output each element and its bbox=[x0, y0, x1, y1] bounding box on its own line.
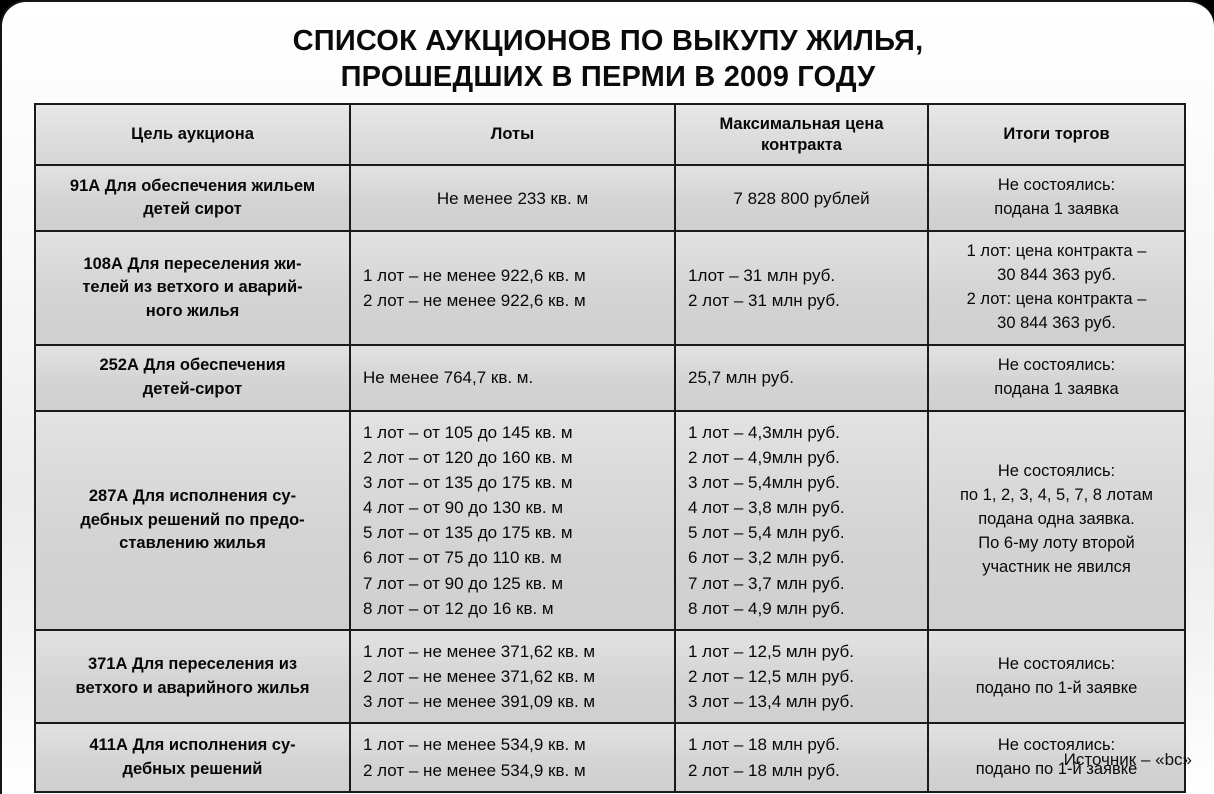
cell-results-line: Не состоялись: bbox=[997, 355, 1116, 374]
cell-max-price bbox=[675, 723, 928, 791]
table-body bbox=[35, 165, 1185, 791]
cell-lots bbox=[350, 411, 675, 630]
cell-results-line: подана 1 заявка bbox=[994, 379, 1119, 398]
cell-results-line: 30 844 363 руб. bbox=[997, 266, 1116, 285]
cell-results-line: участник не явился bbox=[982, 558, 1131, 577]
cell-results-line: подано по 1-й заявке bbox=[975, 759, 1138, 778]
cell-max-price-line: 3 лот – 5,4млн руб. bbox=[688, 472, 840, 492]
page-title-line-2: ПРОШЕДШИХ В ПЕРМИ В 2009 ГОДУ bbox=[340, 60, 876, 93]
column-header-results: Итоги торгов bbox=[928, 104, 1185, 165]
cell-max-price-line: 1лот – 31 млн руб. bbox=[688, 265, 836, 285]
column-header-max-price: Максимальная цена контракта bbox=[675, 104, 928, 165]
cell-results bbox=[928, 411, 1185, 630]
auctions-table-container bbox=[34, 103, 1184, 793]
cell-results-line: подано по 1-й заявке bbox=[975, 678, 1138, 697]
cell-purpose bbox=[35, 231, 350, 345]
cell-lots-line: 5 лот – от 135 до 175 кв. м bbox=[363, 523, 573, 543]
cell-purpose bbox=[35, 723, 350, 791]
cell-lots bbox=[350, 231, 675, 345]
cell-results-line: 30 844 363 руб. bbox=[997, 313, 1116, 332]
cell-results-line: по 1, 2, 3, 4, 5, 7, 8 лотам bbox=[959, 486, 1154, 505]
cell-results-line: Не состоялись: bbox=[997, 176, 1116, 195]
cell-results-line: подана 1 заявка bbox=[994, 200, 1119, 219]
source-note: Источник – «bc» bbox=[1063, 750, 1192, 769]
cell-max-price-line: 1 лот – 4,3млн руб. bbox=[688, 422, 840, 442]
cell-lots bbox=[350, 723, 675, 791]
cell-results-line: Не состоялись: bbox=[997, 735, 1116, 754]
cell-max-price-line: 25,7 млн руб. bbox=[688, 368, 794, 388]
cell-results-line: подана одна заявка. bbox=[978, 510, 1135, 529]
cell-results-line: 2 лот: цена контракта – bbox=[966, 289, 1147, 308]
cell-results bbox=[928, 231, 1185, 345]
column-header-purpose: Цель аукциона bbox=[35, 104, 350, 165]
cell-purpose-line: 91А Для обеспечения жильем bbox=[69, 176, 316, 195]
cell-max-price-line: 1 лот – 12,5 млн руб. bbox=[688, 641, 854, 661]
cell-lots-line: Не менее 764,7 кв. м. bbox=[363, 368, 534, 388]
cell-lots-line: 8 лот – от 12 до 16 кв. м bbox=[363, 598, 554, 618]
auctions-table bbox=[34, 103, 1186, 793]
cell-purpose-line: 371А Для переселения из bbox=[87, 655, 298, 674]
cell-max-price-line: 2 лот – 12,5 млн руб. bbox=[688, 667, 854, 687]
page-title-line-1: СПИСОК АУКЦИОНОВ ПО ВЫКУПУ ЖИЛЬЯ, bbox=[292, 25, 924, 57]
cell-max-price-line: 8 лот – 4,9 млн руб. bbox=[688, 598, 845, 618]
table-header-row bbox=[35, 104, 1185, 165]
cell-lots-line: 4 лот – от 90 до 130 кв. м bbox=[363, 498, 564, 518]
cell-max-price bbox=[675, 231, 928, 345]
cell-purpose bbox=[35, 411, 350, 630]
cell-max-price-line: 2 лот – 4,9млн руб. bbox=[688, 447, 840, 467]
cell-max-price-line: 1 лот – 18 млн руб. bbox=[688, 735, 840, 755]
cell-max-price-line: 2 лот – 31 млн руб. bbox=[688, 290, 840, 310]
table-row bbox=[35, 345, 1185, 411]
cell-purpose-line: 108А Для переселения жи- bbox=[83, 254, 302, 273]
cell-results bbox=[928, 165, 1185, 231]
cell-results-line: По 6-му лоту второй bbox=[978, 534, 1135, 553]
cell-lots-line: 3 лот – не менее 391,09 кв. м bbox=[363, 692, 596, 712]
cell-purpose bbox=[35, 345, 350, 411]
table-row bbox=[35, 723, 1185, 791]
cell-purpose-line: дебных решений по предо- bbox=[80, 510, 305, 529]
cell-max-price bbox=[675, 630, 928, 723]
cell-results-line: Не состоялись: bbox=[997, 654, 1116, 673]
cell-results bbox=[928, 630, 1185, 723]
cell-purpose-line: ветхого и аварийного жилья bbox=[75, 678, 310, 697]
table-row bbox=[35, 630, 1185, 723]
cell-lots-line: 1 лот – не менее 371,62 кв. м bbox=[363, 641, 596, 661]
cell-max-price-line: 4 лот – 3,8 млн руб. bbox=[688, 498, 845, 518]
cell-max-price-line: 6 лот – 3,2 млн руб. bbox=[688, 548, 845, 568]
cell-purpose-line: 287А Для исполнения су- bbox=[88, 487, 297, 506]
cell-lots-line: 1 лот – от 105 до 145 кв. м bbox=[363, 422, 573, 442]
cell-lots-line: Не менее 233 кв. м bbox=[436, 188, 589, 208]
cell-lots-line: 6 лот – от 75 до 110 кв. м bbox=[363, 548, 562, 568]
cell-results-line: 1 лот: цена контракта – bbox=[966, 242, 1147, 261]
cell-lots bbox=[350, 630, 675, 723]
cell-lots-line: 2 лот – не менее 534,9 кв. м bbox=[363, 760, 586, 780]
cell-purpose-line: детей сирот bbox=[143, 200, 242, 219]
cell-lots-line: 2 лот – не менее 371,62 кв. м bbox=[363, 667, 596, 687]
table-row bbox=[35, 411, 1185, 630]
cell-max-price bbox=[675, 345, 928, 411]
cell-purpose-line: ного жилья bbox=[145, 301, 240, 320]
cell-results bbox=[928, 345, 1185, 411]
cell-lots-line: 1 лот – не менее 922,6 кв. м bbox=[363, 265, 586, 285]
table-header bbox=[35, 104, 1185, 165]
cell-lots-line: 2 лот – не менее 922,6 кв. м bbox=[363, 290, 586, 310]
cell-max-price-line: 5 лот – 5,4 млн руб. bbox=[688, 523, 845, 543]
table-row bbox=[35, 165, 1185, 231]
cell-purpose-line: телей из ветхого и аварий- bbox=[82, 278, 303, 297]
table-row bbox=[35, 231, 1185, 345]
cell-lots-line: 1 лот – не менее 534,9 кв. м bbox=[363, 735, 586, 755]
cell-max-price-line: 2 лот – 18 млн руб. bbox=[688, 760, 840, 780]
cell-max-price bbox=[675, 411, 928, 630]
cell-lots-line: 2 лот – от 120 до 160 кв. м bbox=[363, 447, 573, 467]
cell-purpose bbox=[35, 165, 350, 231]
page-title bbox=[2, 2, 1214, 95]
cell-max-price-line: 3 лот – 13,4 млн руб. bbox=[688, 692, 854, 712]
cell-lots-line: 3 лот – от 135 до 175 кв. м bbox=[363, 472, 573, 492]
cell-max-price-line: 7 828 800 рублей bbox=[733, 188, 870, 208]
column-header-lots: Лоты bbox=[350, 104, 675, 165]
cell-max-price bbox=[675, 165, 928, 231]
cell-purpose-line: ставлению жилья bbox=[119, 533, 266, 552]
cell-max-price-line: 7 лот – 3,7 млн руб. bbox=[688, 573, 845, 593]
cell-results-line: Не состоялись: bbox=[997, 462, 1116, 481]
cell-lots bbox=[350, 165, 675, 231]
cell-purpose-line: дебных решений bbox=[122, 759, 263, 778]
cell-purpose-line: 252А Для обеспечения bbox=[99, 356, 286, 375]
cell-lots bbox=[350, 345, 675, 411]
cell-lots-line: 7 лот – от 90 до 125 кв. м bbox=[363, 573, 564, 593]
cell-purpose-line: детей-сирот bbox=[142, 379, 243, 398]
cell-purpose-line: 411А Для исполнения су- bbox=[89, 736, 296, 755]
cell-purpose bbox=[35, 630, 350, 723]
